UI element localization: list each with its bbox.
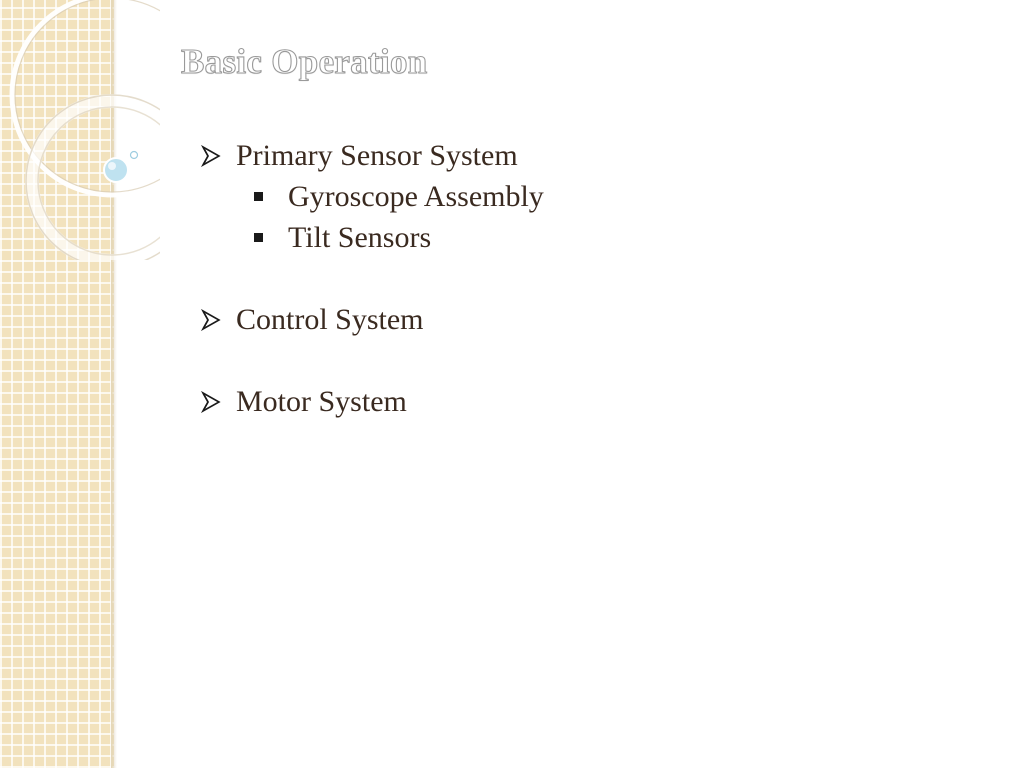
sub-bullet-item — [200, 217, 960, 258]
bullet-label: Motor System — [236, 385, 407, 418]
sub-bullet-item — [200, 176, 960, 217]
sub-bullet-label: Tilt Sensors — [288, 221, 432, 254]
bullet-list — [200, 135, 960, 422]
bullet-item — [200, 135, 960, 176]
square-bullet-icon — [251, 233, 288, 242]
decorative-circles-icon — [0, 0, 160, 260]
arrowhead-bullet-icon — [200, 391, 236, 413]
slide-title: Basic Operation — [181, 42, 428, 81]
spacer — [200, 258, 960, 299]
arrowhead-bullet-icon — [200, 145, 236, 167]
square-bullet-icon — [251, 192, 288, 201]
sub-bullet-label: Gyroscope Assembly — [288, 180, 544, 213]
spacer — [200, 340, 960, 381]
bullet-item — [200, 299, 960, 340]
arrowhead-bullet-icon — [200, 309, 236, 331]
bullet-item — [200, 381, 960, 422]
bullet-label: Primary Sensor System — [236, 139, 518, 172]
bullet-label: Control System — [236, 303, 424, 336]
